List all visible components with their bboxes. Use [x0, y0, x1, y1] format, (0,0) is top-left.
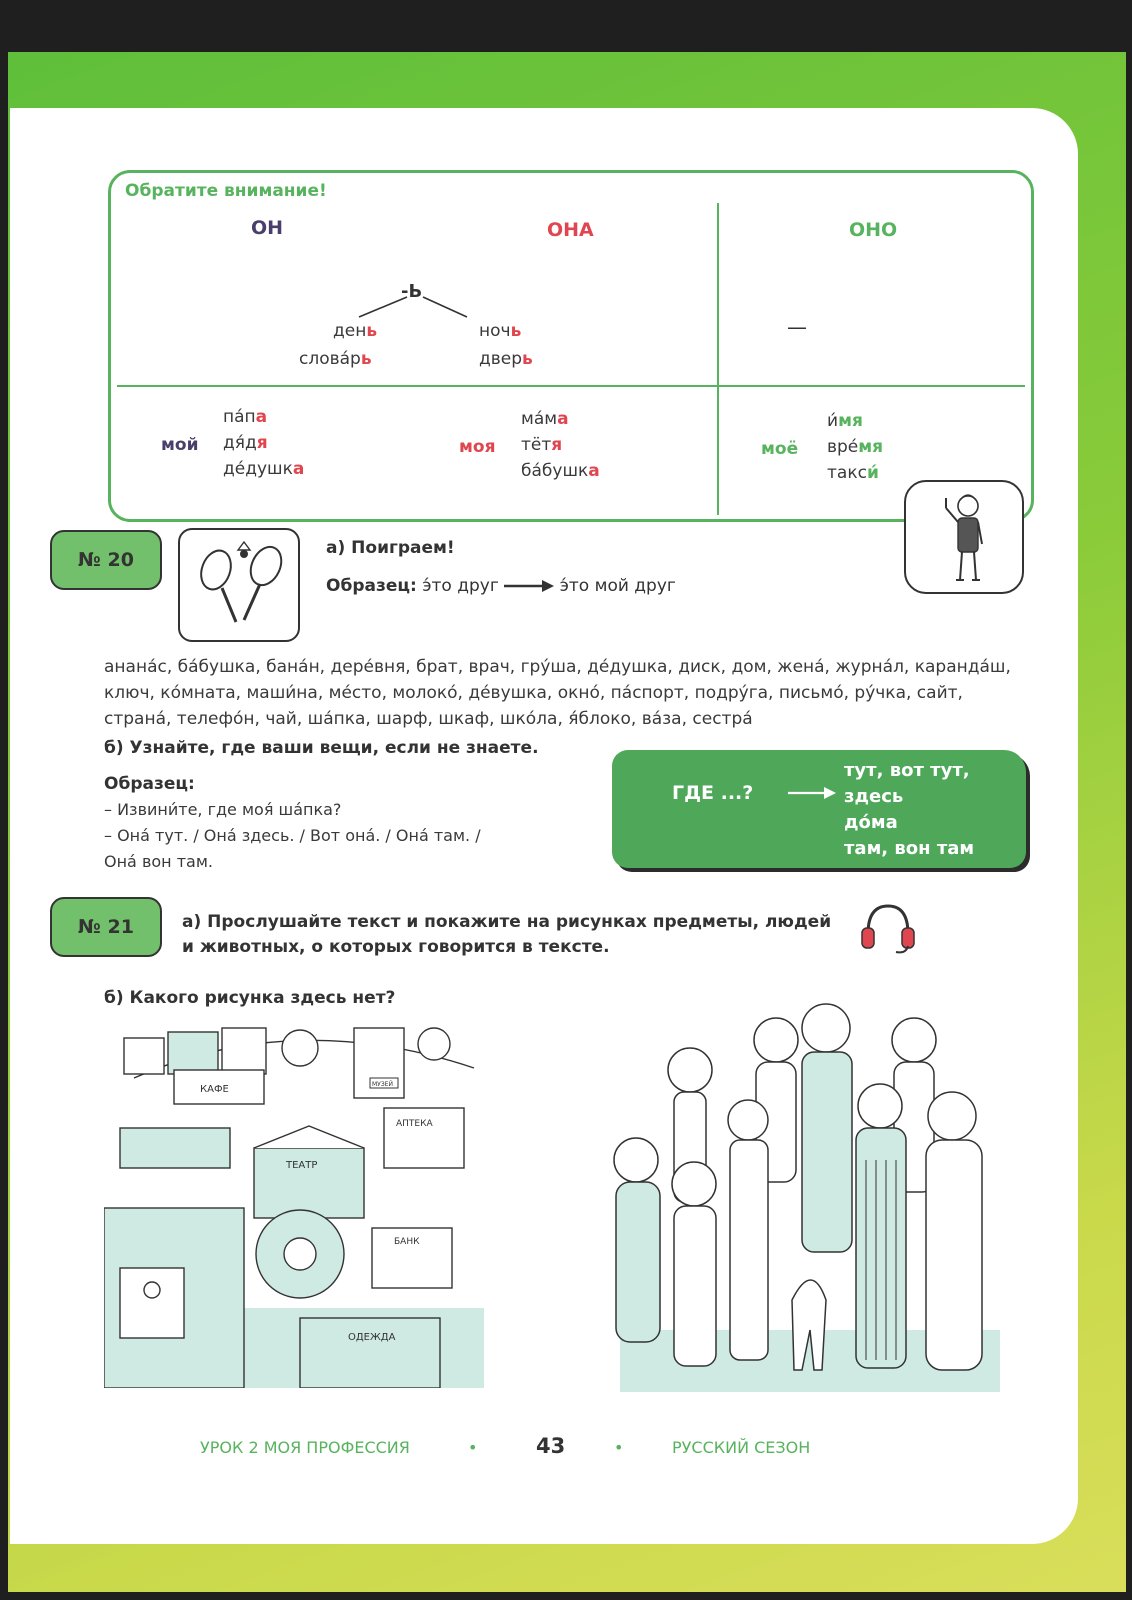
- footer-lesson: УРОК 2 МОЯ ПРОФЕССИЯ: [200, 1438, 410, 1457]
- header-on: ОН: [251, 217, 284, 239]
- sample-to: э́то мой друг: [559, 576, 676, 596]
- exercise-20a-task: а) Поиграем!: [326, 538, 455, 558]
- word-den: день: [333, 321, 378, 341]
- word-mama: ма́ма: [521, 409, 569, 429]
- word-dver: дверь: [479, 349, 533, 369]
- sign-theatre: ТЕАТР: [286, 1160, 318, 1171]
- word-dyadya: дя́дя: [223, 433, 268, 453]
- pronoun-moy: мой: [161, 435, 199, 455]
- badminton-illustration-frame: [178, 528, 300, 642]
- word-taksi: такси́: [827, 463, 879, 483]
- badminton-rackets-icon: [180, 530, 298, 640]
- arrow-right-icon: [504, 579, 554, 593]
- sign-museum: МУЗЕЙ: [372, 1081, 393, 1088]
- vocabulary-word-list: анана́с, ба́бушка, бана́н, дере́вня, брат, врач, гру́ша, де́душка, диск, дом, жена́, журна́л, каранда́ш, ключ, ко́мната, маши́на, ме́сто, молоко́, де́вушка, окно́, па́спорт, подру́га, письмо́, ру́чка, сайт, страна́, телефо́н, чай, ша́пка, шарф, шкаф, шко́ла, я́блоко, ва́за, сестра́: [104, 657, 1011, 729]
- word-papa: па́па: [223, 407, 268, 427]
- sample-from: э́то друг: [422, 576, 499, 596]
- exercise-21-badge: № 21: [50, 897, 162, 957]
- where-answer: здесь: [844, 786, 904, 807]
- pointing-boy-icon: [906, 482, 1022, 592]
- arrow-right-icon: [788, 786, 836, 800]
- exercise-20a-sample: [326, 576, 676, 596]
- where-answer: тут, вот тут,: [844, 760, 970, 781]
- exercise-20-badge: № 20: [50, 530, 162, 590]
- exercise-21b-task: б) Какого рисунка здесь нет?: [104, 988, 396, 1008]
- header-ono: ОНО: [849, 219, 898, 241]
- page-number: 43: [536, 1434, 566, 1458]
- exercise-20b-sample-label: Образец:: [104, 774, 195, 794]
- city-illustration: [104, 1018, 484, 1388]
- word-dedushka: де́душка: [223, 459, 305, 479]
- header-ona: ОНА: [547, 219, 594, 241]
- sign-pharmacy: АПТЕКА: [396, 1119, 433, 1129]
- column-divider: [717, 203, 719, 515]
- footer-dot: •: [468, 1438, 478, 1457]
- exercise-20b-task: б) Узнайте, где ваши вещи, если не знаете.: [104, 738, 539, 758]
- word-imya: и́мя: [827, 411, 863, 431]
- sign-cafe: КАФЕ: [200, 1084, 229, 1095]
- pronoun-moyo: моё: [761, 439, 799, 459]
- where-question: ГДЕ ...?: [672, 782, 754, 804]
- word-babushka: ба́бушка: [521, 461, 600, 481]
- where-answers-box: [612, 750, 1026, 868]
- neuter-dash: —: [787, 315, 807, 339]
- where-answer: там, вон там: [844, 838, 975, 859]
- footer-book-title: РУССКИЙ СЕЗОН: [672, 1438, 811, 1457]
- word-tetya: тётя: [521, 435, 563, 455]
- dialog-line: – Извини́те, где моя́ ша́пка?: [104, 800, 342, 819]
- word-noch: ночь: [479, 321, 522, 341]
- attention-title: Обратите внимание!: [125, 181, 327, 201]
- word-slovar: слова́рь: [299, 349, 372, 369]
- where-answer: до́ма: [844, 812, 898, 833]
- soft-sign-label: -Ь: [401, 281, 423, 302]
- sign-bank: БАНК: [394, 1237, 420, 1247]
- family-illustration: [580, 1000, 1020, 1392]
- sign-clothes: ОДЕЖДА: [348, 1332, 396, 1343]
- page-footer: [0, 1436, 1132, 1466]
- sample-label: Образец:: [326, 576, 417, 596]
- boy-illustration-frame: [904, 480, 1024, 594]
- dialog-line: – Она́ тут. / Она́ здесь. / Вот она́. / Она́ там. /: [104, 826, 481, 845]
- word-vremya: вре́мя: [827, 437, 884, 457]
- branch-lines: [351, 291, 471, 321]
- footer-dot: •: [614, 1438, 624, 1457]
- attention-box: [108, 170, 1034, 522]
- pronoun-moya: моя: [459, 437, 496, 457]
- dialog-line: Она́ вон там.: [104, 852, 213, 871]
- exercise-21a-task: а) Прослушайте текст и покажите на рисунках предметы, людей и животных, о которых говорится в тексте.: [182, 912, 832, 957]
- headphones-icon: [858, 900, 918, 956]
- row-divider: [117, 385, 1025, 387]
